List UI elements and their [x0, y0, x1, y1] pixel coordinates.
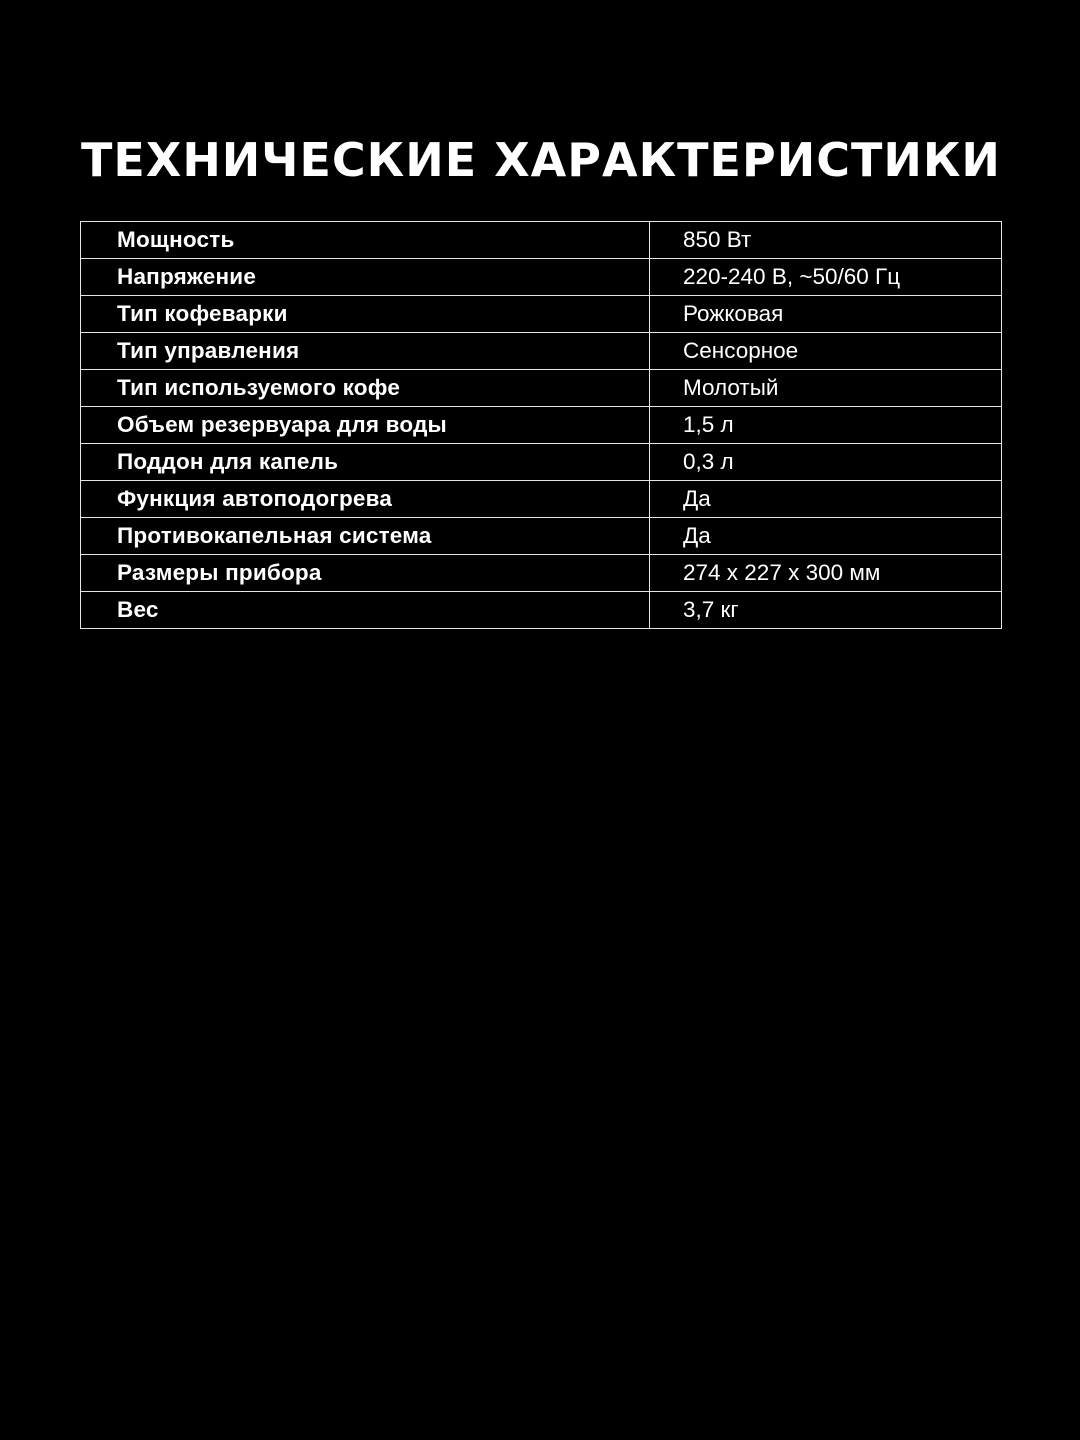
- page-title: ТЕХНИЧЕСКИЕ ХАРАКТЕРИСТИКИ: [81, 133, 1001, 187]
- spec-name-cell: Мощность: [81, 222, 650, 259]
- spec-name-cell: Размеры прибора: [81, 555, 650, 592]
- spec-name-cell: Тип управления: [81, 333, 650, 370]
- table-row: [81, 222, 1002, 259]
- specifications-table: [80, 221, 1002, 629]
- spec-value-cell: Рожковая: [650, 296, 1002, 333]
- spec-value-cell: 850 Вт: [650, 222, 1002, 259]
- spec-name-cell: Напряжение: [81, 259, 650, 296]
- table-row: [81, 518, 1002, 555]
- spec-value-cell: 1,5 л: [650, 407, 1002, 444]
- table-row: [81, 555, 1002, 592]
- table-row: [81, 296, 1002, 333]
- table-row: [81, 370, 1002, 407]
- spec-name-cell: Функция автоподогрева: [81, 481, 650, 518]
- table-row: [81, 481, 1002, 518]
- spec-value-cell: 220-240 В, ~50/60 Гц: [650, 259, 1002, 296]
- table-row: [81, 259, 1002, 296]
- spec-name-cell: Тип кофеварки: [81, 296, 650, 333]
- table-row: [81, 592, 1002, 629]
- table-row: [81, 407, 1002, 444]
- spec-value-cell: Да: [650, 481, 1002, 518]
- spec-name-cell: Поддон для капель: [81, 444, 650, 481]
- spec-name-cell: Тип используемого кофе: [81, 370, 650, 407]
- spec-value-cell: 274 х 227 х 300 мм: [650, 555, 1002, 592]
- specifications-table-body: [81, 222, 1002, 629]
- spec-name-cell: Вес: [81, 592, 650, 629]
- spec-value-cell: Молотый: [650, 370, 1002, 407]
- spec-name-cell: Противокапельная система: [81, 518, 650, 555]
- table-row: [81, 333, 1002, 370]
- spec-name-cell: Объем резервуара для воды: [81, 407, 650, 444]
- spec-value-cell: Да: [650, 518, 1002, 555]
- spec-value-cell: 3,7 кг: [650, 592, 1002, 629]
- spec-value-cell: Сенсорное: [650, 333, 1002, 370]
- table-row: [81, 444, 1002, 481]
- spec-value-cell: 0,3 л: [650, 444, 1002, 481]
